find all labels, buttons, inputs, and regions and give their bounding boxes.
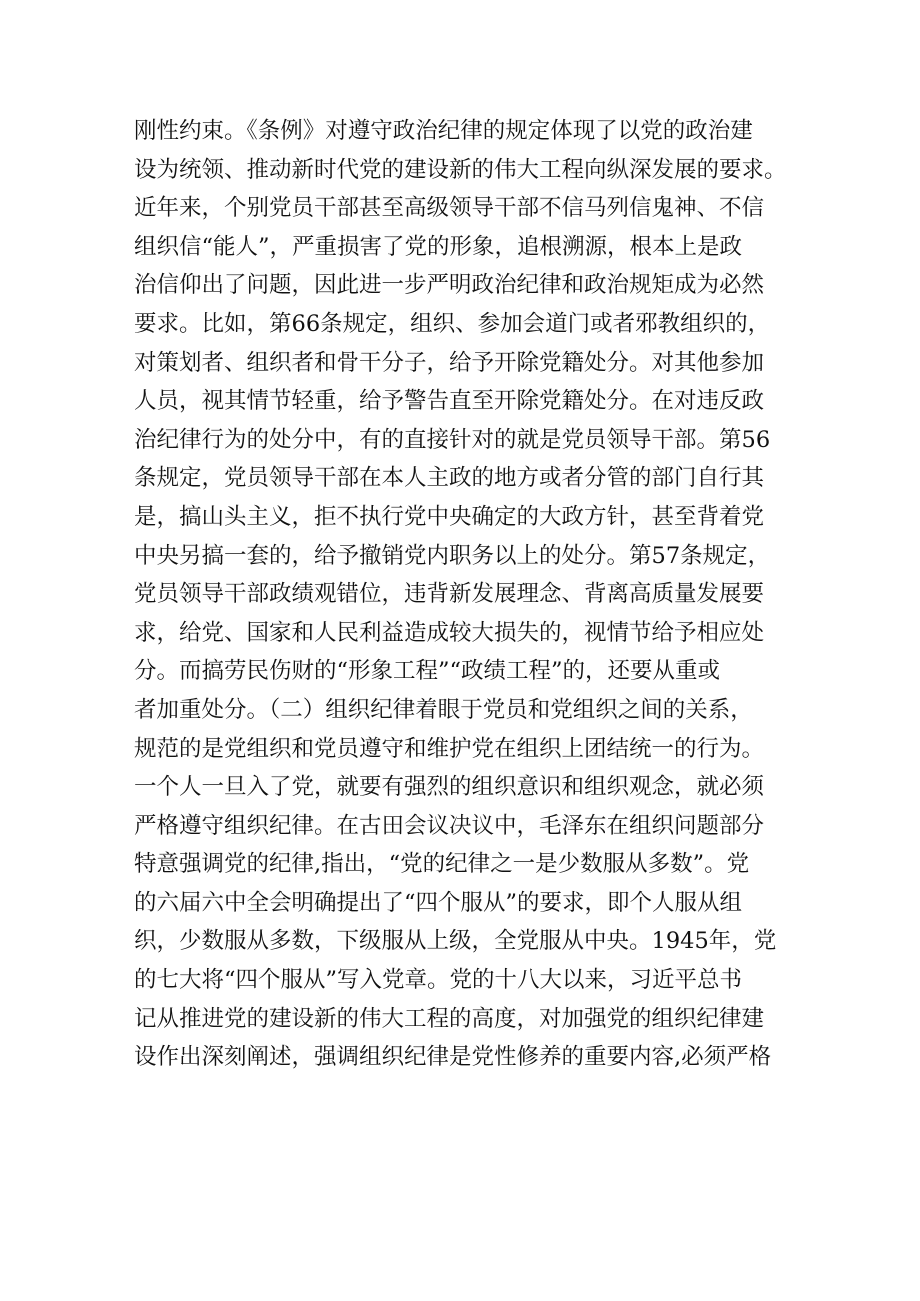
text-line: 党员领导干部政绩观错位，违背新发展理念、背离高质量发展要 — [134, 581, 765, 608]
text-line: 中央另搞一套的，给予撤销党内职务以上的处分。第57条规定， — [134, 542, 771, 569]
text-line: 条规定，党员领导干部在本人主政的地方或者分管的部门自行其 — [134, 465, 765, 492]
body-text — [134, 112, 798, 1077]
text-line: 织，少数服从多数，下级服从上级，全党服从中央。1945年，党 — [134, 928, 777, 955]
text-line: 分。而搞劳民伤财的“形象工程”“政绩工程”的，还要从重或 — [134, 658, 721, 685]
text-line: 严格遵守组织纪律。在古田会议决议中，毛泽东在组织问题部分 — [134, 812, 765, 839]
text-line: 求，给党、国家和人民利益造成较大损失的，视情节给予相应处 — [134, 619, 765, 646]
text-line: 刚性约束。《条例》对遵守政治纪律的规定体现了以党的政治建 — [134, 118, 753, 144]
text-line: 记从推进党的建设新的伟大工程的高度，对加强党的组织纪律建 — [134, 1005, 765, 1032]
text-line: 组织信“能人”，严重损害了党的形象，追根溯源，根本上是政 — [134, 233, 743, 260]
text-line: 的六届六中全会明确提出了“四个服从”的要求，即个人服从组 — [134, 889, 743, 916]
text-line: 一个人一旦入了党，就要有强烈的组织意识和组织观念，就必须 — [134, 774, 765, 801]
text-line: 近年来，个别党员干部甚至高级领导干部不信马列信鬼神、不信 — [134, 195, 765, 222]
text-line: 规范的是党组织和党员遵守和维护党在组织上团结统一的行为。 — [134, 735, 765, 762]
text-line: 对策划者、组织者和骨干分子，给予开除党籍处分。对其他参加 — [134, 349, 765, 376]
text-line: 设作出深刻阐述，强调组织纪律是党性修养的重要内容,必须严格 — [134, 1044, 772, 1071]
text-line: 治纪律行为的处分中，有的直接针对的就是党员领导干部。第56 — [134, 426, 771, 453]
text-line: 是，搞山头主义，拒不执行党中央确定的大政方针，甚至背着党 — [134, 503, 765, 530]
text-line: 治信仰出了问题，因此进一步严明政治纪律和政治规矩成为必然 — [134, 272, 765, 299]
text-line: 设为统领、推动新时代党的建设新的伟大工程向纵深发展的要求。 — [134, 156, 787, 183]
text-line: 的七大将“四个服从”写入党章。党的十八大以来，习近平总书 — [134, 967, 743, 994]
text-line: 特意强调党的纪律,指出，“党的纪律之一是少数服从多数”。党 — [134, 851, 750, 878]
text-line: 者加重处分。（二）组织纪律着眼于党员和党组织之间的关系， — [134, 696, 753, 723]
text-line: 要求。比如，第66条规定，组织、参加会道门或者邪教组织的， — [134, 310, 771, 337]
text-line: 人员，视其情节轻重，给予警告直至开除党籍处分。在对违反政 — [134, 388, 765, 415]
